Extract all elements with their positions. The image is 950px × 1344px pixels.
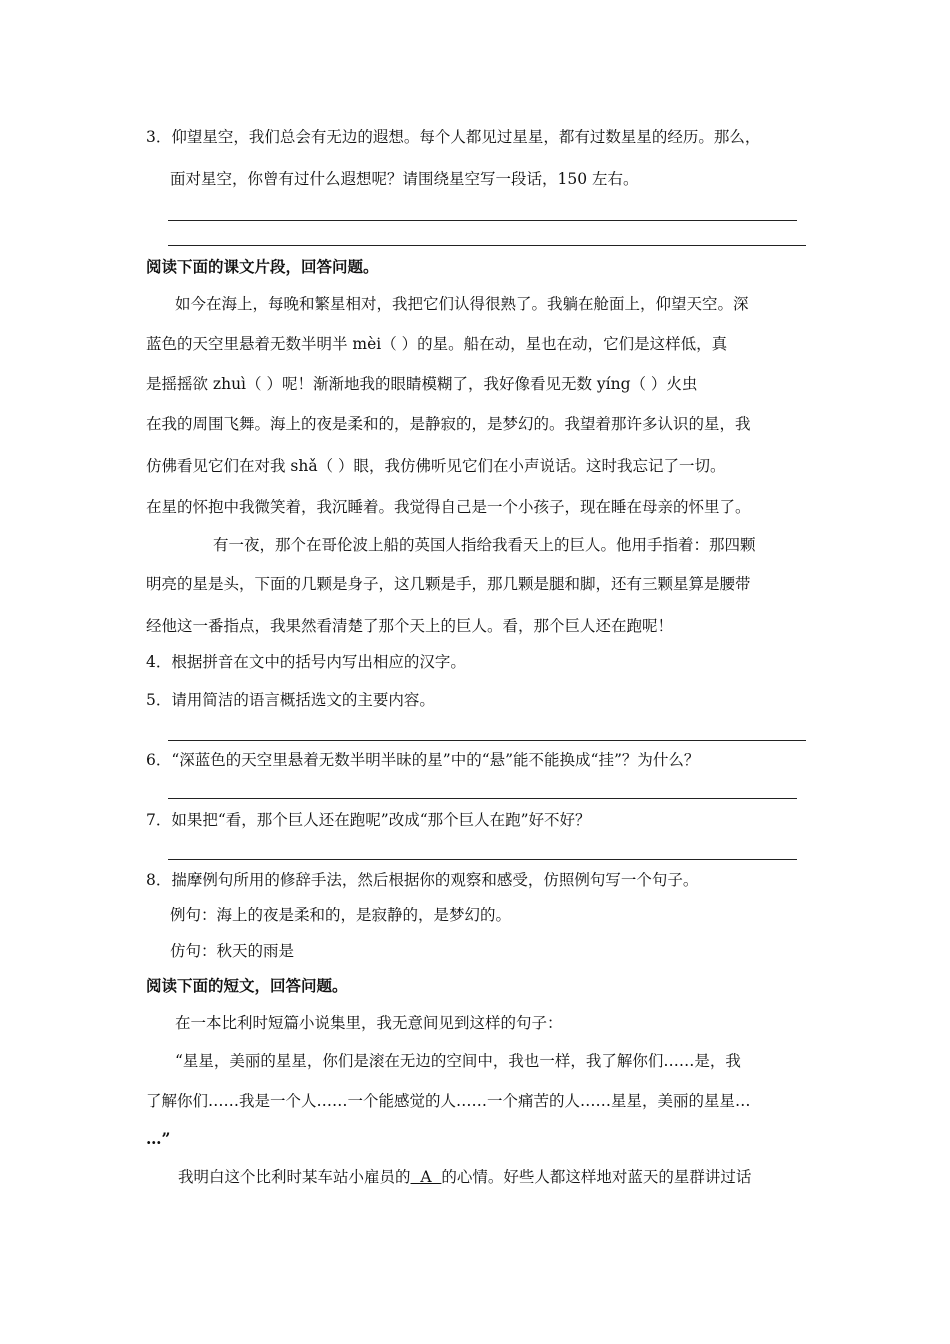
passage-line: 在一本比利时短篇小说集里，我无意间见到这样的句子： — [175, 1014, 563, 1032]
answer-line — [168, 798, 797, 799]
example-sentence: 例句：海上的夜是柔和的，是寂静的，是梦幻的。 — [170, 906, 512, 924]
q3-line1: 3．仰望星空，我们总会有无边的遐想。每个人都见过星星，都有过数星星的经历。那么， — [146, 128, 761, 146]
answer-line — [168, 740, 806, 741]
section-heading: 阅读下面的短文，回答问题。 — [146, 976, 348, 995]
passage-line: 经他这一番指点，我果然看清楚了那个天上的巨人。看，那个巨人还在跑呢！ — [146, 617, 674, 635]
question-4: 4．根据拼音在文中的括号内写出相应的汉字。 — [146, 653, 466, 671]
passage-line: 有一夜，那个在哥伦波上船的英国人指给我看天上的巨人。他用手指着：那四颗 — [213, 536, 756, 554]
imitation-sentence: 仿句：秋天的雨是 — [170, 942, 295, 960]
answer-line — [168, 220, 797, 221]
passage-line: 在星的怀抱中我微笑着，我沉睡着。我觉得自己是一个小孩子，现在睡在母亲的怀里了。 — [146, 498, 751, 516]
quote-line: “星星，美丽的星星，你们是滚在无边的空间中，我也一样，我了解你们……是，我 — [175, 1052, 741, 1070]
passage-line: 明亮的星是头，下面的几颗是身子，这几颗是手，那几颗是腿和脚，还有三颗星算是腰带 — [146, 575, 751, 593]
question-6: 6．“深蓝色的天空里悬着无数半明半昧的星”中的“悬”能不能换成“挂”？为什么？ — [146, 751, 700, 769]
blank-a: A — [410, 1168, 442, 1186]
section-heading: 阅读下面的课文片段，回答问题。 — [146, 257, 379, 276]
passage-line: 在我的周围飞舞。海上的夜是柔和的，是静寂的，是梦幻的。我望着那许多认识的星，我 — [146, 415, 751, 433]
answer-line — [168, 859, 797, 860]
question-7: 7．如果把“看，那个巨人还在跑呢”改成“那个巨人在跑”好不好？ — [146, 811, 591, 829]
quote-line: 了解你们……我是一个人……一个能感觉的人……一个痛苦的人……星星，美丽的星星… — [146, 1092, 751, 1110]
question-5: 5．请用简洁的语言概括选文的主要内容。 — [146, 691, 435, 709]
passage-line: 如今在海上，每晚和繁星相对，我把它们认得很熟了。我躺在舱面上，仰望天空。深 — [175, 295, 749, 313]
answer-line — [168, 245, 806, 246]
q3-line2: 面对星空，你曾有过什么遐想呢？请围绕星空写一段话，150 左右。 — [170, 170, 639, 188]
passage-line — [178, 1167, 751, 1187]
quote-line: …” — [146, 1129, 171, 1148]
passage-line: 蓝色的天空里悬着无数半明半 mèi（ ）的星。船在动，星也在动，它们是这样低，真 — [146, 335, 728, 353]
question-8: 8．揣摩例句所用的修辞手法，然后根据你的观察和感受，仿照例句写一个句子。 — [146, 871, 699, 889]
passage-line: 是摇摇欲 zhuì（ ）呢！渐渐地我的眼睛模糊了，我好像看见无数 yíng（ ）火虫 — [146, 375, 698, 393]
passage-line: 仿佛看见它们在对我 shǎ（ ）眼，我仿佛听见它们在小声说话。这时我忘记了一切。 — [146, 457, 726, 475]
passage-text: 的心情。好些人都这样地对蓝天的星群讲过话 — [441, 1168, 752, 1186]
passage-text: 我明白这个比利时某车站小雇员的 — [178, 1168, 411, 1186]
